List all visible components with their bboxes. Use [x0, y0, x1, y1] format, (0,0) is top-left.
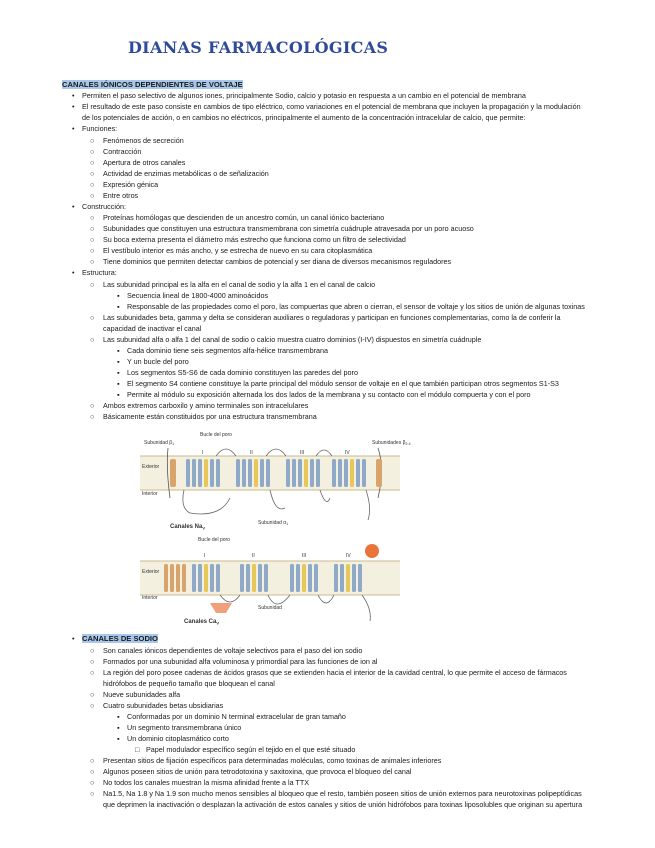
list-item: Cada dominio tiene seis segmentos alfa-hélice transmembrana	[127, 346, 328, 355]
list-item: Presentan sitios de fijación específicos para determinadas moléculas, como toxinas de animales inferiores	[103, 756, 442, 765]
caption-na: Canales $Na_V$	[170, 524, 206, 531]
bullet-circle: ○	[90, 767, 95, 776]
list-item: Su boca externa presenta el diámetro más estrecho que funciona como un filtro de selectividad	[103, 235, 406, 244]
section-heading-sodium-channels: CANALES DE SODIO	[82, 634, 158, 643]
label-interior: Interior	[142, 595, 158, 601]
label-beta2: Subunidades $\beta_{2-4}$	[372, 440, 411, 446]
bullet-circle: ○	[90, 335, 95, 344]
list-item: La región del poro posee cadenas de ácidos grasos que se extienden hacia el interior de la cavidad central, lo que permite el acceso de fármacos	[103, 668, 567, 677]
intracellular-loops	[183, 490, 370, 520]
bullet: •	[72, 202, 75, 211]
list-item-cont: que deprimen la inactivación o desplazan la activación de estos canales y sitios de unión hidrófobos para toxinas liposolubles que originan su apertura	[103, 800, 583, 809]
label-pore-loop: Bucle del poro	[198, 537, 230, 543]
caption-ca: Canales $Ca_V$	[184, 619, 220, 626]
list-item: Algunos poseen sitios de unión para tetrodotoxina y saxitoxina, que provoca el bloqueo del canal	[103, 767, 412, 776]
bullet-circle: ○	[90, 158, 95, 167]
list-item: Y un bucle del poro	[127, 357, 189, 366]
list-item: Responsable de las propiedades como el poro, las compuertas que abren o cierran, el sensor de voltaje y los sitios de unión de algunas toxinas	[127, 302, 585, 311]
domain-label: III	[302, 553, 307, 559]
paragraph-2a: El resultado de este paso consiste en cambios de tipo eléctrico, como variaciones en el potencial de membrana que incluyen la propagación y la modulación	[82, 102, 581, 111]
list-item: Las subunidades beta, gamma y delta se consideran auxiliares o reguladoras y participan en funciones complementarias, como la de conferir la	[103, 313, 561, 322]
list-item: Tiene dominios que permiten detectar cambios de potencial y ser diana de diversos mecanismos reguladores	[103, 257, 452, 266]
list-item: Un segmento transmembrana único	[127, 723, 242, 732]
bullet-circle: ○	[90, 180, 95, 189]
list-item: Un dominio citoplasmático corto	[127, 734, 229, 743]
bullet-circle: ○	[90, 191, 95, 200]
bullet-circle: ○	[90, 690, 95, 699]
label-interior: Interior	[142, 491, 158, 497]
list-item: Los segmentos S5-S6 de cada dominio constituyen las paredes del poro	[127, 368, 358, 377]
list-item: Conformadas por un dominio N terminal extracelular de gran tamaño	[127, 712, 346, 721]
list-item: Contracción	[103, 147, 142, 156]
bullet-circle: ○	[90, 756, 95, 765]
list-item: El vestíbulo interior es más ancho, y se estrecha de nuevo en su cara citoplasmática	[103, 246, 373, 255]
bullet-circle: ○	[90, 147, 95, 156]
bullet-circle: ○	[90, 401, 95, 410]
bullet-circle: ○	[90, 313, 95, 322]
list-item-cont: capacidad de inactivar el canal	[103, 324, 202, 333]
label-alpha: Subunidad $\alpha_1$	[258, 520, 289, 526]
label-pore-loop: Bucle del poro	[200, 432, 232, 438]
beta2-helix	[376, 459, 382, 487]
bullet-circle: ○	[90, 235, 95, 244]
bullet-square: ▪	[117, 346, 120, 355]
sodium-channel-diagram	[140, 428, 411, 533]
list-item: Las subunidad alfa o alfa 1 del canal de sodio o calcio muestra cuatro dominios (I-IV) dispuestos en simetría cuádruple	[103, 335, 482, 344]
bullet-circle: ○	[90, 778, 95, 787]
bullet: •	[72, 91, 75, 100]
domain-label: I	[204, 553, 206, 559]
list-item: Subunidades que constituyen una estructura transmembrana con simetría cuádruple atravesada por un poro acuoso	[103, 224, 474, 233]
bullet-circle: ○	[90, 246, 95, 255]
domain-label: II	[252, 553, 255, 559]
beta-subunit-blob	[365, 544, 379, 558]
bullet-circle: ○	[90, 213, 95, 222]
bullet-circle: ○	[90, 412, 95, 421]
list-item: Nueve subunidades alfa	[103, 690, 181, 699]
list-item: Proteínas homólogas que descienden de un ancestro común, un canal iónico bacteriano	[103, 213, 385, 222]
calcium-channel-diagram	[140, 533, 400, 628]
bullet-square: ▪	[117, 357, 120, 366]
figure-sodium-channel	[140, 428, 411, 538]
bullet-circle: ○	[90, 280, 95, 289]
list-item: Secuencia lineal de 1800-4000 aminoácidos	[127, 291, 269, 300]
domain-label: IV	[346, 553, 351, 559]
list-item: Na1.5, Na 1.8 y Na 1.9 son mucho menos sensibles al bloqueo que el resto, también poseen sitios de unión externos para neurotoxinas polipeptídicas	[103, 789, 582, 798]
domain-label: I	[202, 450, 204, 456]
bullet-circle: ○	[90, 257, 95, 266]
bullet: •	[72, 102, 75, 111]
label-exterior: Exterior	[142, 569, 160, 575]
list-item: Papel modulador específico según el tejido en el que esté situado	[146, 745, 356, 754]
label-exterior: Exterior	[142, 464, 160, 470]
list-item: Las subunidad principal es la alfa en el canal de sodio y la alfa 1 en el canal de calcio	[103, 280, 376, 289]
list-item: Apertura de otros canales	[103, 158, 186, 167]
bullet-square: ▪	[117, 302, 120, 311]
bullet-square: ▪	[117, 734, 120, 743]
bullet-circle: ○	[90, 646, 95, 655]
label-beta1: Subunidad $\beta_1$	[144, 440, 175, 446]
bullet-circle: ○	[90, 789, 95, 798]
bullet-circle: ○	[90, 169, 95, 178]
bullet: •	[72, 124, 75, 133]
section-heading-voltage-channels: CANALES IÓNICOS DEPENDIENTES DE VOLTAJE	[62, 80, 243, 89]
gamma-subunit	[210, 603, 232, 613]
bullet-square: ▪	[117, 291, 120, 300]
list-item: Expresión génica	[103, 180, 159, 189]
list-item: Entre otros	[103, 191, 139, 200]
extracellular-loops	[216, 449, 332, 456]
page-title: DIANAS FARMACOLÓGICAS	[128, 38, 389, 57]
figure-calcium-channel	[140, 533, 400, 633]
list-item-cont: hidrófobos de pequeño tamaño que bloquean el canal	[103, 679, 275, 688]
paragraph-1: Permiten el paso selectivo de algunos iones, principalmente Sodio, calcio y potasio en respuesta a un cambio en el potencial de membrana	[82, 91, 526, 100]
list-item: Cuatro subunidades betas ubsidiarias	[103, 701, 224, 710]
construccion-label: Construcción:	[82, 202, 126, 211]
list-item: Permite al módulo su exposición alternada los dos lados de la membrana y su contacto con el módulo compuerta y con el poro	[127, 390, 531, 399]
bullet-circle: ○	[90, 136, 95, 145]
bullet-circle: ○	[90, 668, 95, 677]
list-item: El segmento S4 contiene constituye la parte principal del módulo sensor de voltaje en el que también participan otros segmentos S1-S3	[127, 379, 559, 388]
bullet-square: ▪	[117, 368, 120, 377]
domain-label: IV	[345, 450, 350, 456]
list-item: Ambos extremos carboxilo y amino terminales son intracelulares	[103, 401, 309, 410]
funciones-label: Funciones:	[82, 124, 118, 133]
bullet-square: ▪	[117, 390, 120, 399]
bullet-circle: ○	[90, 701, 95, 710]
bullet-circle: ○	[90, 657, 95, 666]
list-item: Son canales iónicos dependientes de voltaje selectivos para el paso del ion sodio	[103, 646, 363, 655]
domain-label: III	[300, 450, 305, 456]
bullet: •	[72, 268, 75, 277]
bullet: •	[72, 634, 75, 643]
intracellular-loops	[220, 595, 370, 621]
bullet-square: ▪	[117, 712, 120, 721]
list-item: Actividad de enzimas metabólicas o de señalización	[103, 169, 269, 178]
domain-label: II	[250, 450, 253, 456]
beta1-helix	[170, 459, 176, 487]
list-item: Formados por una subunidad alfa voluminosa y primordial para las funciones de ion al	[103, 657, 378, 666]
estructura-label: Estructura:	[82, 268, 117, 277]
bullet-square: ▪	[117, 379, 120, 388]
bullet-circle: ○	[90, 224, 95, 233]
list-item: Fenómenos de secreción	[103, 136, 184, 145]
list-item: No todos los canales muestran la misma afinidad frente a la TTX	[103, 778, 310, 787]
bullet-square: ▪	[117, 723, 120, 732]
list-item: Básicamente están constituidos por una estructura transmembrana	[103, 412, 317, 421]
paragraph-2b: de los potenciales de acción, o en cambios no eléctricos, principalmente el aumento de la concentración intracelular de calcio, que permite:	[82, 113, 526, 122]
label-subunit: Subunidad	[258, 605, 282, 611]
bullet-box: □	[135, 745, 140, 754]
